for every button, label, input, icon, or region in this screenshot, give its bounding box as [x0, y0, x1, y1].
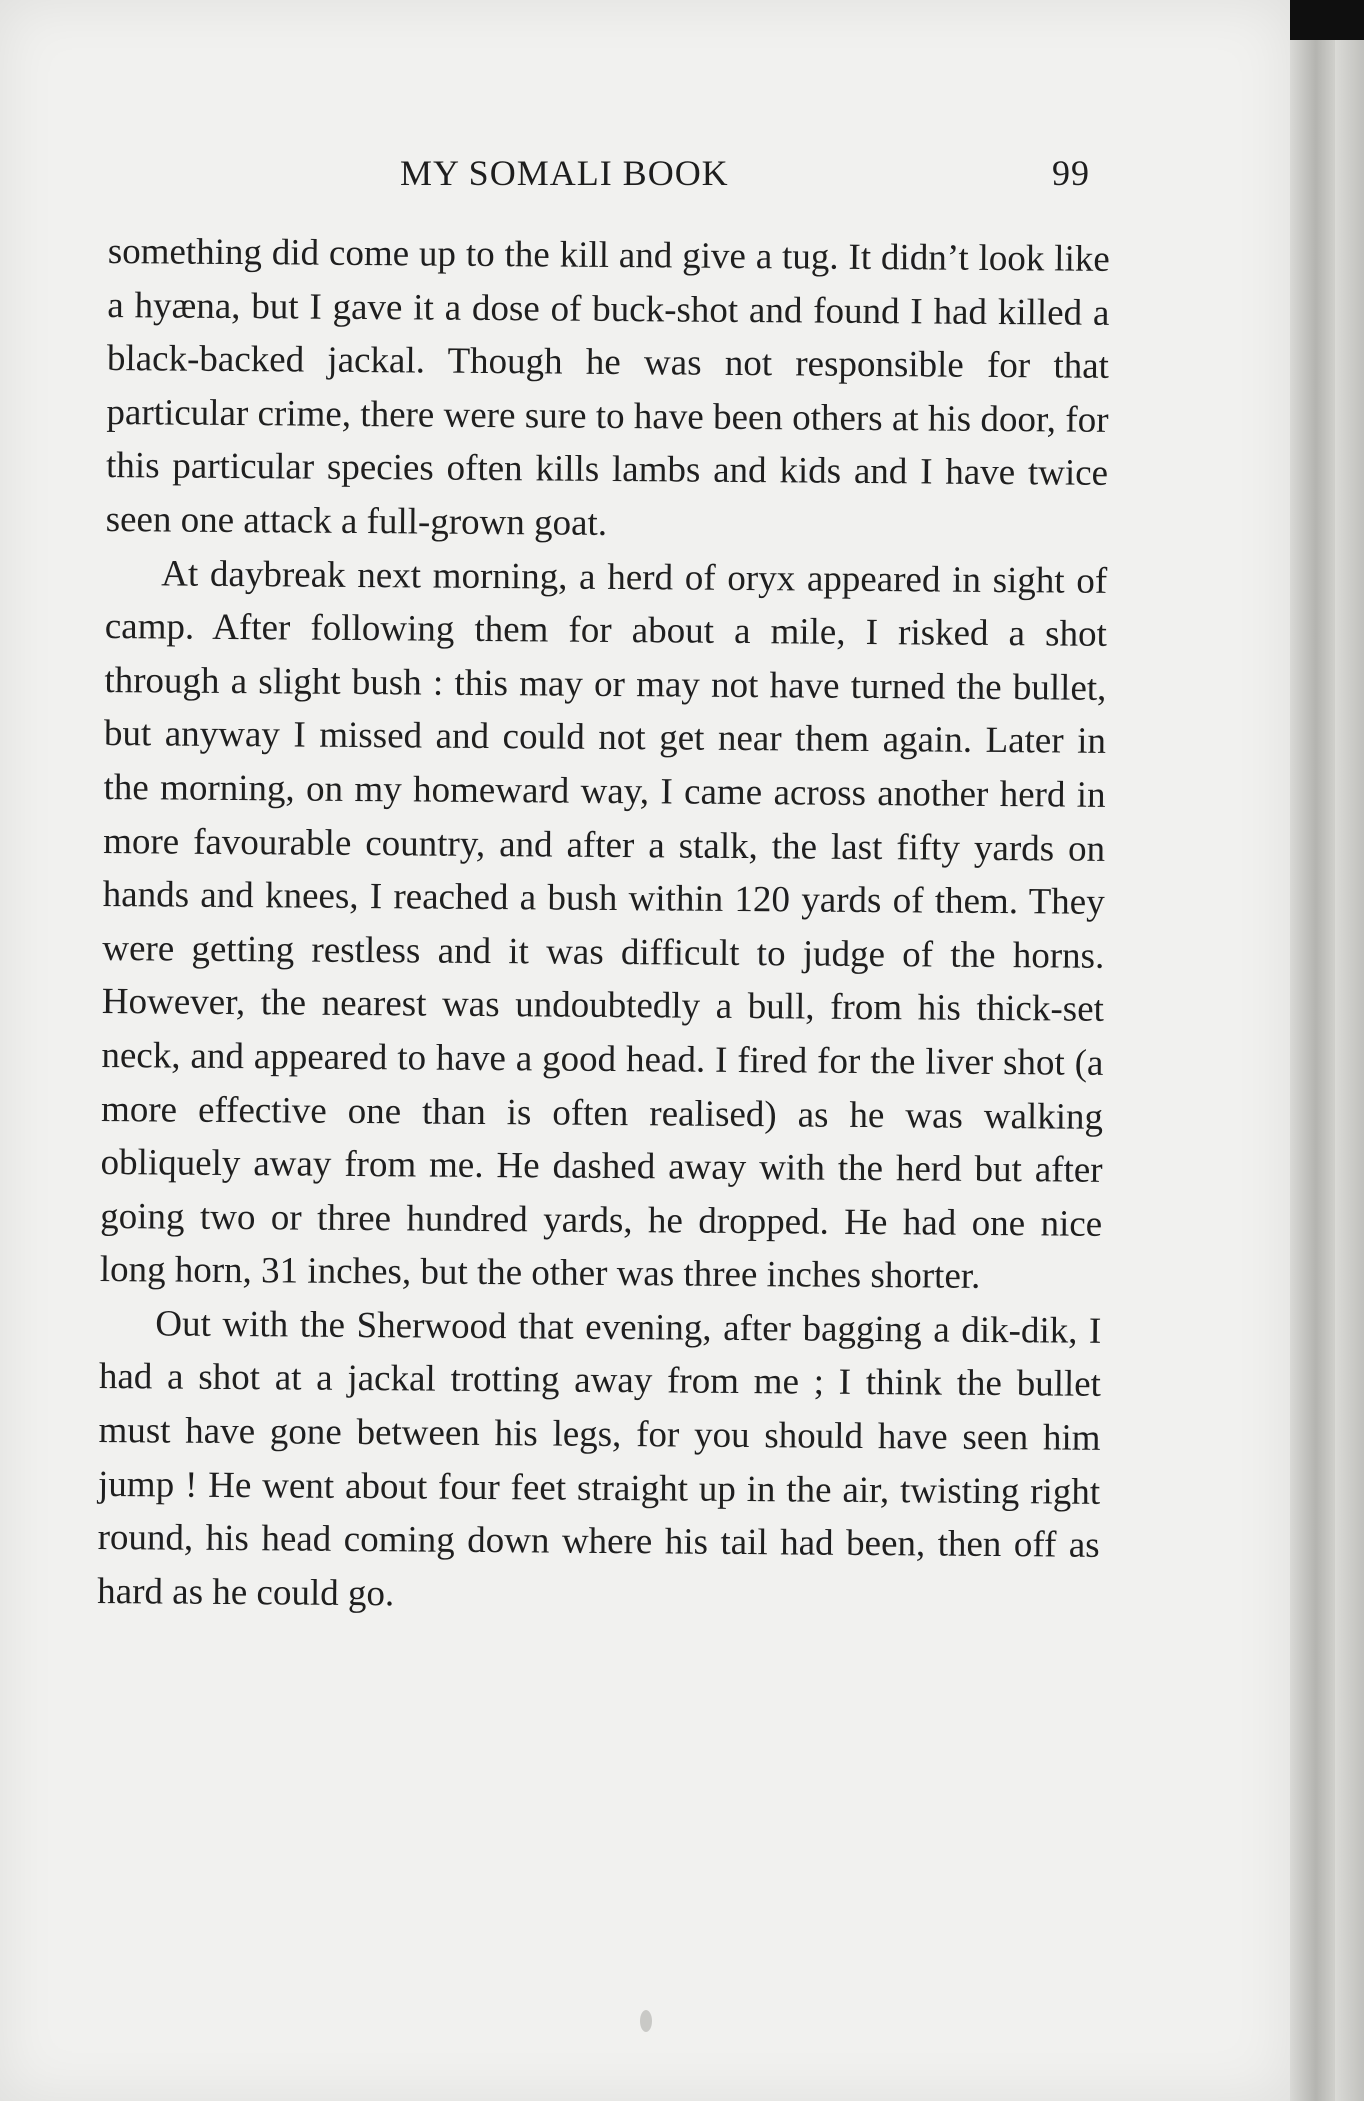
paragraph-oryx-hunt: At daybreak next morning, a herd of oryx appeared in sight of camp. After following them for about a mile, I risked a shot through a slight bush : this may or may not have turned the bullet, but anyway I missed and could not get near them again. Later in the morning, on my homeward way, I came across another herd in more favourable country, and after a stalk, the last fifty yards on hands and knees, I reached a bush within 120 yards of them. They were getting restless and it was difficult to judge of the horns. However, the nearest was undoubtedly a bull, from his thick-set neck, and appeared to have a good head. I fired for the liver shot (a more effective one than is often realised) as he was walking obliquely away from me. He dashed away with the herd but after going two or three hundred yards, he dropped. He had one nice long horn, 31 inches, but the other was three inches shorter. — [99, 552, 1108, 1298]
paragraph-jackal-jump: Out with the Sherwood that evening, after bagging a dik-dik, I had a shot at a jackal trotting away from me ; I think the bullet must have gone between his legs, for you should have seen him jump ! He went about four feet straight up in the air, twisting right round, his head coming down where his tail had been, then off as hard as he could go. — [97, 1303, 1102, 1615]
body-text — [97, 225, 1110, 1626]
ink-smudge — [640, 2010, 652, 2032]
page-number: 99 — [1052, 153, 1090, 193]
book-title: MY SOMALI BOOK — [400, 153, 729, 193]
paragraph-continued: something did come up to the kill and give a tug. It didn’t look like a hyæna, but I gave it a dose of buck-shot and found I had killed a black-backed jackal. Though he was not responsible for that particular crime, there were sure to have been others at his door, for this particular species often kills lambs and kids and I have twice seen one attack a full-grown goat. — [105, 230, 1110, 544]
page-edge-highlight — [1335, 40, 1364, 2101]
running-header — [110, 152, 1110, 212]
